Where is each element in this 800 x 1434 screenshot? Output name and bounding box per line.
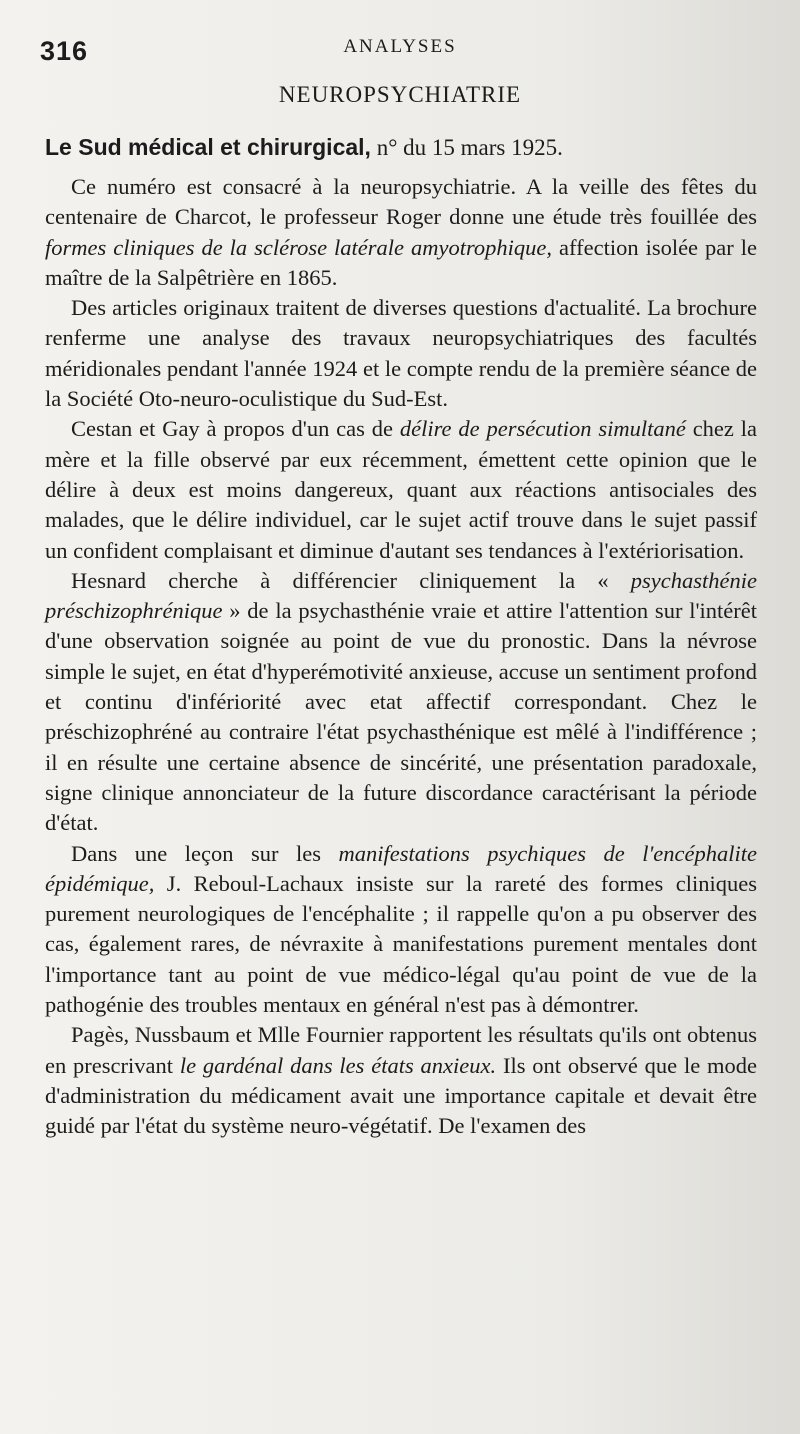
paragraph: Hesnard cherche à différencier cliniquement la « psychasthénie préschizophrénique » de la psychasthénie vraie et attire l'attention sur l'intérêt d'une observation soignée au point de vue du pronostic. Dans la névrose simple le sujet, en état d'hyperémotivité anxieuse, accuse un sentiment profond et continu d'infériorité avec etat affectif correspondant. Chez le préschizophréné au contraire l'état psychasthénique est mêlé à l'indifférence ; il en résulte une certaine absence de sincérité, une présentation paradoxale, signe clinique annonciateur de la future discordance caractérisant la période d'état. [45,567,757,836]
paragraph: Pagès, Nussbaum et Mlle Fournier rapportent les résultats qu'ils ont obtenus en prescrivant le gardénal dans les états anxieux. Ils ont observé que le mode d'administration du médicament avait une importance capitale et devait être guidé par l'état du système neuro-végétatif. De l'examen des [45,1022,757,1139]
paragraph: Dans une leçon sur les manifestations psychiques de l'encéphalite épidémique, J. Reboul-Lachaux insiste sur la rareté des formes cliniques purement neurologiques de l'encéphalite ; il rappelle qu'on a pu observer des cas, également rares, de névraxite à manifestations purement mentales dont l'importance tant au point de vue médico-légal qu'au point de vue de la pathogénie des troubles mentaux en général n'est pas à démontrer. [45,840,757,1018]
journal-name: Le Sud médical et chirurgical, [45,134,371,160]
running-head: ANALYSES [343,36,457,57]
page-number: 316 [40,36,89,66]
paragraph: Des articles originaux traitent de diverses questions d'actualité. La brochure renferme une analyse des travaux neuropsychiatriques des facultés méridionales pendant l'année 1924 et le compte rendu de la première séance de la Société Oto-neuro-oculistique du Sud-Est. [45,295,757,412]
issue-date: n° du 15 mars 1925. [370,135,563,160]
section-title: NEUROPSYCHIATRIE [278,82,522,107]
article-body [45,172,757,1142]
paragraph: Ce numéro est consacré à la neuropsychiatrie. A la veille des fêtes du centenaire de Charcot, le professeur Roger donne une étude très fouillée des formes cliniques de la sclérose latérale amyotrophique, affection isolée par le maître de la Salpêtrière en 1865. [45,174,757,290]
page-header [40,30,760,70]
source-reference [45,134,760,161]
paragraph: Cestan et Gay à propos d'un cas de délire de persécution simultané chez la mère et la fille observé par eux récemment, émettent cette opinion que le délire à deux est moins dangereux, quant aux réactions antisociales des malades, que le délire individuel, car le sujet actif trouve dans le sujet passif un confident complaisant et diminue d'autant ses tendances à l'extériorisation. [45,416,758,563]
